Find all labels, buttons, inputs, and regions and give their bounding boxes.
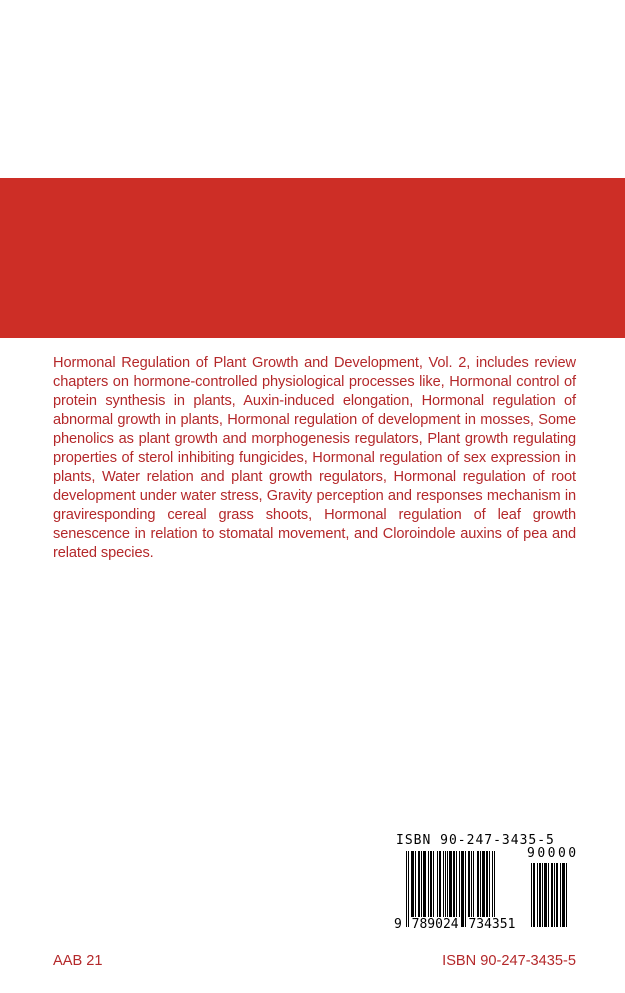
barcode-isbn-label: ISBN 90-247-3435-5	[396, 833, 555, 848]
book-description: Hormonal Regulation of Plant Growth and Development, Vol. 2, includes review chapters on hormone-controlled physiological processes like, Hormonal control of protein synthesis in plants, Auxin-induced elongation, Hormonal regulation of abnormal growth in plants, Hormonal regulation of development in mosses, Some phenolics as plant growth and morphogenesis regulators, Plant growth regulating properties of sterol inhibiting fungicides, Hormonal regulation of sex expression in plants, Water relation and plant growth regulators, Hormonal regulation of root development under water stress, Gravity perception and responses mechanism in graviresponding cereal grass shoots, Hormonal regulation of leaf growth senescence in relation to stomatal movement, and Cloroindole auxins of pea and related species.	[53, 355, 576, 561]
barcode-main-bars	[406, 851, 516, 927]
barcode-ean-number	[393, 917, 516, 932]
footer-isbn: ISBN 90-247-3435-5	[442, 953, 576, 969]
ean-first-digit: 9	[394, 917, 402, 932]
barcode-addon-bars	[531, 863, 581, 927]
series-code: AAB 21	[53, 953, 103, 969]
barcode-addon-number: 90000	[527, 846, 579, 861]
ean-left-group: 789024	[411, 917, 459, 932]
cover-red-band	[0, 178, 625, 338]
ean-right-group: 734351	[468, 917, 516, 932]
isbn-barcode	[393, 833, 583, 933]
